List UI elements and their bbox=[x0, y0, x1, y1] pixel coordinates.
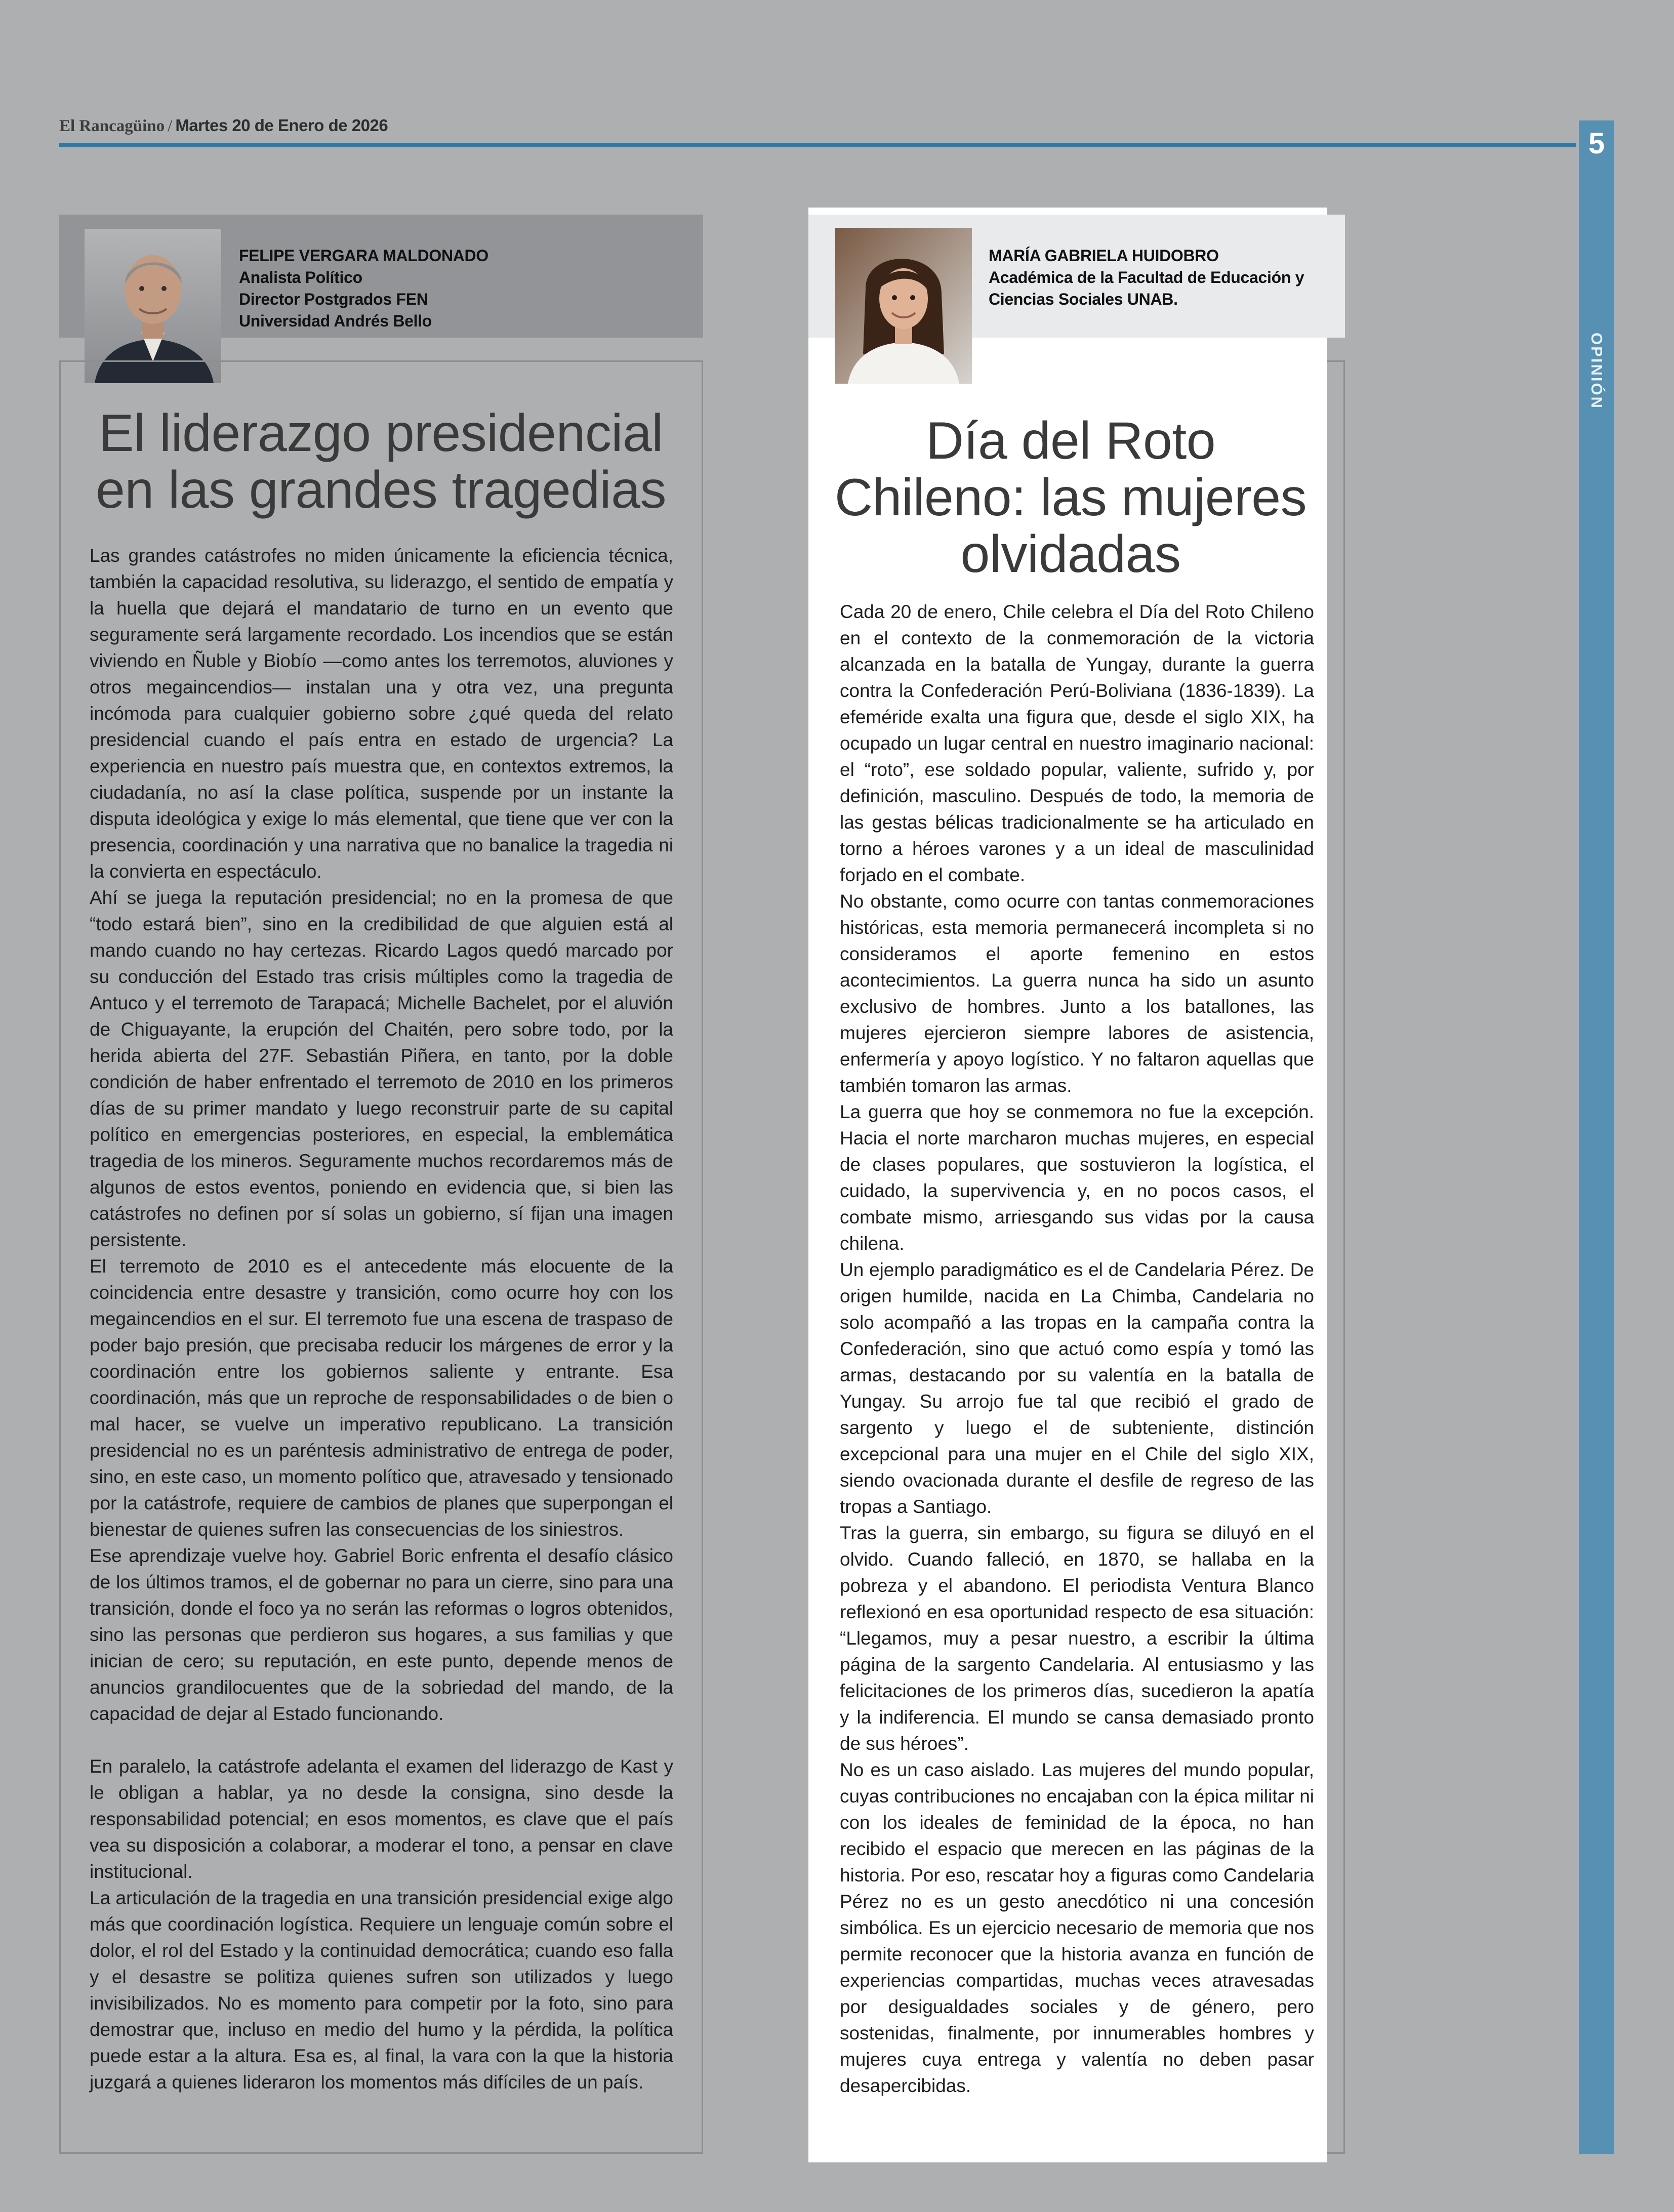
page-number: 5 bbox=[1588, 127, 1605, 160]
newspaper-name: El Rancagüino bbox=[59, 117, 165, 135]
paragraph: Un ejemplo paradigmático es el de Candelaria Pérez. De origen humilde, nacida en La Chimba, Candelaria no solo acompañó a las tropas en la campaña contra la Confederación, sino que actuó como espía y tomó las armas, destacando por su valentía en la batalla de Yungay. Su arrojo fue tal que recibió el grado de sargento y luego el de subteniente, distinción excepcional para una mujer en el Chile del siglo XIX, siendo ovacionada durante el desfile de regreso de las tropas a Santiago. bbox=[840, 1259, 1314, 1517]
masthead-separator: / bbox=[168, 117, 173, 135]
section-label: OPINIÓN bbox=[1588, 333, 1606, 409]
left-article-title bbox=[76, 405, 686, 518]
author-role: Director Postgrados FEN bbox=[239, 290, 428, 308]
paragraph: En paralelo, la catástrofe adelanta el examen del liderazgo de Kast y le obligan a hablar, ya no desde la consigna, sino desde la responsabilidad potencial; en esos momentos, es clave que el país vea su disposición a colaborar, a moderar el tono, a pensar en clave institucional. bbox=[90, 1756, 673, 1882]
author-portrait-woman-icon bbox=[835, 228, 972, 384]
paragraph: No obstante, como ocurre con tantas conmemoraciones históricas, esta memoria permanecerá incompleta si no consideramos el aporte femenino en estos acontecimientos. La guerra nunca ha sido un asunto exclusivo de hombres. Junto a los batallones, las mujeres ejercieron siempre labores de asistencia, enfermería y apoyo logístico. Y no faltaron aquellas que también tomaron las armas. bbox=[840, 891, 1314, 1096]
right-author-info bbox=[989, 245, 1304, 310]
paragraph: Ahí se juega la reputación presidencial; no en la promesa de que “todo estará bien”, sino en la credibilidad de que alguien está al mando cuando no hay certezas. Ricardo Lagos quedó marcado por su conducción del Estado tras crisis múltiples como la tragedia de Antuco y el terremoto de Tarapacá; Michelle Bachelet, por el aluvión de Chiguayante, la erupción del Chaitén, pero sobre todo, por la herida abierta del 27F. Sebastián Piñera, en tanto, por la doble condición de haber enfrentado el terremoto de 2010 en los primeros días de su primer mandato y luego reconstruir parte de su capital político en emergencias posteriores, en especial, la emblemática tragedia de los mineros. Seguramente muchos recordaremos más de algunos de estos eventos, poniendo en evidencia que, si bien las catástrofes no definen por sí solas un gobierno, sí fijan una imagen persistente. bbox=[90, 887, 673, 1250]
paragraph: El terremoto de 2010 es el antecedente más elocuente de la coincidencia entre desastre y transición, como ocurre hoy con los megaincendios en el sur. El terremoto fue una escena de traspaso de poder bajo presión, que precisaba reducir los márgenes de error y la coordinación entre los gobiernos saliente y entrante. Esa coordinación, más que un reproche de responsabilidades o de bien o mal hacer, se vuelve un imperativo republicano. La transición presidencial no es un paréntesis administrativo de entrega de poder, sino, en este caso, un momento político que, atravesado y tensionado por la catástrofe, requiere de cambios de planes que superpongan el bienestar de quienes sufren las consecuencias de los siniestros. bbox=[90, 1256, 673, 1540]
title-line: olvidadas bbox=[960, 525, 1181, 584]
right-article-title bbox=[820, 413, 1321, 583]
paragraph: Tras la guerra, sin embargo, su figura se diluyó en el olvido. Cuando falleció, en 1870, se hallaba en la pobreza y el abandono. El periodista Ventura Blanco reflexionó en esa oportunidad respecto de esa situación: “Llegamos, muy a pesar nuestro, a escribir la última página de la sargento Candelaria. Al entusiasmo y las felicitaciones de los primeros días, sucedieron la apatía y la indiferencia. El mundo se cansa demasiado pronto de sus héroes”. bbox=[840, 1523, 1314, 1754]
issue-date: Martes 20 de Enero de 2026 bbox=[175, 116, 388, 135]
paragraph: Cada 20 de enero, Chile celebra el Día del Roto Chileno en el contexto de la conmemoración de la victoria alcanzada en la batalla de Yungay, durante la guerra contra la Confederación Perú-Boliviana (1836-1839). La efeméride exalta una figura que, desde el siglo XIX, ha ocupado un lugar central en nuestro imaginario nacional: el “roto”, ese soldado popular, valiente, sufrido y, por definición, masculino. Después de todo, la memoria de las gestas bélicas tradicionalmente se ha articulado en torno a héroes varones y a un ideal de masculinidad forjado en el combate. bbox=[840, 601, 1314, 885]
paragraph: Las grandes catástrofes no miden únicamente la eficiencia técnica, también la capacidad resolutiva, su liderazgo, el sentido de empatía y la huella que dejará el mandatario de turno en un evento que seguramente será largamente recordado. Los incendios que se están viviendo en Ñuble y Biobío —como antes los terremotos, aluviones y otros megaincendios— instalan una y otra vez, una pregunta incómoda para cualquier gobierno sobre ¿qué queda del relato presidencial cuando el país entra en estado de urgencia? La experiencia en nuestro país muestra que, en contextos extremos, la ciudadanía, no así la clase política, suspende por un instante la disputa ideológica y exige lo más elemental, que tiene que ver con la presencia, coordinación y una narrativa que no banalice la tragedia ni la convierta en espectáculo. bbox=[90, 545, 673, 882]
paragraph: La articulación de la tragedia en una transición presidencial exige algo más que coordinación logística. Requiere un lenguaje común sobre el dolor, el rol del Estado y la continuidad democrática; cuando eso falla y el desastre se politiza quienes sufren son utilizados y luego invisibilizados. No es momento para competir por la foto, sino para demostrar que, incluso en medio del humo y la pérdida, la política puede estar a la altura. Esa es, al final, la vara con la que la historia juzgará a quienes lideraron los momentos más difíciles de un país. bbox=[90, 1888, 673, 2093]
header-rule bbox=[59, 143, 1576, 147]
author-role: Académica de la Facultad de Educación y bbox=[989, 268, 1304, 286]
paragraph: Ese aprendizaje vuelve hoy. Gabriel Boric enfrenta el desafío clásico de los últimos tramos, el de gobernar no para un cierre, sino para una transición, donde el foco ya no serán las reformas o logros obtenidos, sino las personas que perdieron sus hogares, a sus familias y que inician de cero; su reputación, en este punto, depende menos de anuncios grandilocuentes que de la sobriedad del mando, de la capacidad de dejar al Estado funcionando. bbox=[90, 1545, 673, 1724]
author-name: MARÍA GABRIELA HUIDOBRO bbox=[989, 247, 1219, 265]
right-article-body bbox=[840, 599, 1314, 2099]
author-role: Ciencias Sociales UNAB. bbox=[989, 290, 1178, 308]
masthead bbox=[59, 115, 388, 136]
author-role: Universidad Andrés Bello bbox=[239, 312, 432, 330]
title-line: Día del Roto bbox=[925, 412, 1216, 470]
title-line: El liderazgo presidencial bbox=[99, 404, 663, 463]
title-line: Chileno: las mujeres bbox=[834, 468, 1307, 527]
title-line: en las grandes tragedias bbox=[96, 461, 666, 519]
left-article-body bbox=[90, 543, 673, 2096]
author-role: Analista Político bbox=[239, 268, 362, 286]
paragraph: No es un caso aislado. Las mujeres del mundo popular, cuyas contribuciones no encajaban con la épica militar ni con los ideales de feminidad de la época, no han recibido el espacio que merecen en las páginas de la historia. Por eso, rescatar hoy a figuras como Candelaria Pérez no es un gesto anecdótico ni una concesión simbólica. Es un ejercicio necesario de memoria que nos permite reconocer que la historia avanza en función de experiencias compartidas, muchas veces atravesadas por desigualdades sociales y de género, pero sostenidas, finalmente, por innumerables hombres y mujeres cuya entrega y valentía no deben pasar desapercibidas. bbox=[840, 1759, 1314, 2096]
section-side-tab bbox=[1579, 120, 1614, 2154]
paragraph: La guerra que hoy se conmemora no fue la excepción. Hacia el norte marcharon muchas mujeres, en especial de clases populares, que sostuvieron la logística, el cuidado, la supervivencia y, en no pocos casos, el combate mismo, arriesgando sus vidas por la causa chilena. bbox=[840, 1101, 1314, 1254]
left-author-info bbox=[239, 245, 488, 332]
author-name: FELIPE VERGARA MALDONADO bbox=[239, 247, 488, 265]
